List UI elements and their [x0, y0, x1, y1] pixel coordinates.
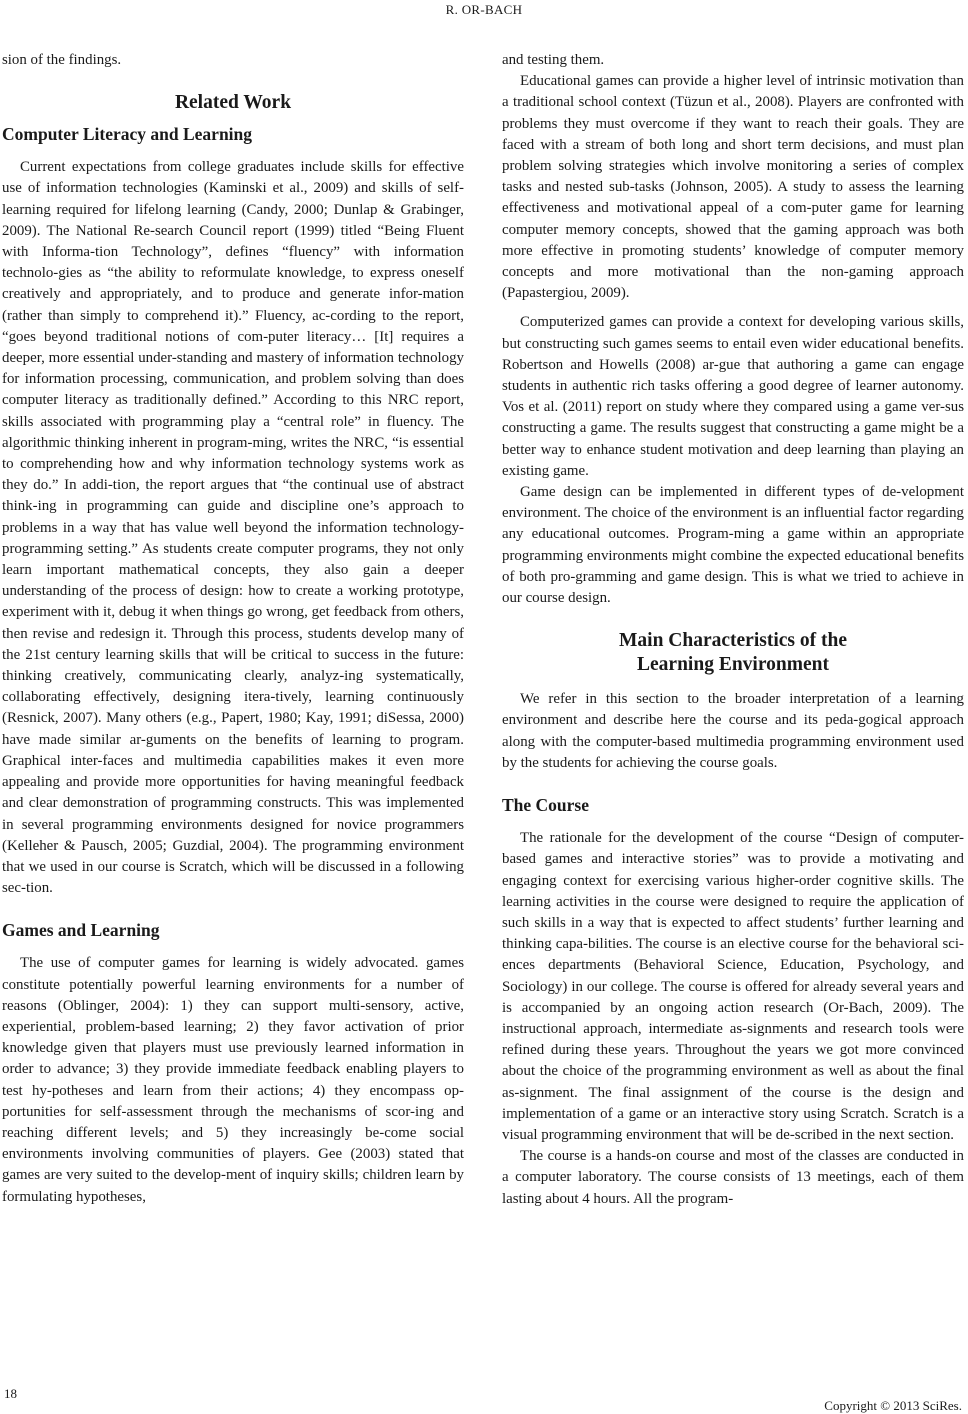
paragraph-course-rationale: The rationale for the development of the course “Design of computer-based games and interactive stories” was to provide a motivating and engaging context for exercising various higher-order cognitive skills. The learning activities in the course were designed to require the application of such skills in a way that is expected to affect students’ further learning and thinking capa-bilities. The course is an elective course for the behavioral sci-ences departments (Behavioral Science, Education, Psychology, and Sociology) in our college. The course is offered for already several years and is accompanied by an ongoing action research (Or-Bach, 2009). The instructional approach, intermediate as-signments and research tools were refined during these years. Throughout the years we got more convinced about the choice of the programming environment as well as about the final as-signment. The final assignment of the course is the design and implementation of a game or an interactive story using Scratch. Scratch is a visual programming environment that will be de-scribed in the next section. — [502, 830, 964, 1143]
paragraph-computer-literacy: Current expectations from college graduates include skills for effective use of information technologies (Kaminski et al., 2009) and skills of self-learning required for lifelong learning (Candy, 2000; Dunlap & Grabinger, 2009). The National Re-search Council report (1999) titled “Being Fluent with Informa-tion Technology”, defines “fluency” with information technolo-gies as “the ability to reformulate knowledge, to express oneself creatively and appropriately, and to produce and generate infor-mation (rather than simply to comprehend it).” Fluency, ac-cording to the report, “goes beyond traditional notions of com-puter literacy… [It] requires a deeper, more essential under-standing and mastery of information technology for information processing, communication, and problem solving than does computer literacy as traditionally defined.” According to this NRC report, skills associated with programming play a “central role” in fluency. The algorithmic thinking inherent in program-ming, writes the NRC, “is essential to comprehending how and why information technology systems work as they do.” In addi-tion, the report argues that “the continual use of abstract think-ing in programming can guide and discipline one’s approach to problems in a way that has value well beyond the information technology-programming setting.” As students create computer programs, they not only learn important mathematical concepts, they also gain a deeper understanding of the process of design: how to create a working prototype, experiment with it, debug it when things go wrong, get feedback from others, then revise and redesign it. Through this process, students develop many of the 21st century learning skills that will be critical to success in the future: thinking creatively, communicating clearly, analyz-ing systematically, collaborating effectively, designing itera-tively, learning continuously (Resnick, 2007). Many others (e.g., Papert, 1980; Kay, 1991; diSessa, 2000) have made similar ar-guments on the benefits of learning to program. Graphical inter-faces and multimedia capabilities makes it even more appealing and provide more opportunities for having meaningful feedback and clear demonstration of programming constructs. This was implemented in several programming environments designed for novice programmers (Kelleher & Pausch, 2005; Guzdial, 2004). The programming environment that we used in our course is Scratch, which will be discussed in a following sec-tion. — [2, 159, 464, 897]
subsection-title-computer-literacy: Computer Literacy and Learning — [2, 124, 253, 145]
section-title-line-1: Main Characteristics of the — [619, 630, 847, 652]
paragraph-games-and-learning: The use of computer games for learning is widely advocated. games constitute potentially powerful learning environments for a number of reasons (Oblinger, 2004): 1) they can support multi-sensory, active, experiential, problem-based learning; 2) they favor activation of prior knowledge given that players must use previously learned information in order to advance; 3) they provide immediate feedback enabling players to test hy-potheses and learn from their actions; 4) they encompass op-portunities for self-assessment through the mechanisms of scor-ing and reaching different levels; and 5) they increasingly be-come social environments involving communities of players. Gee (2003) stated that games are very suited to the develop-ment of inquiry skills; children learn by formulating hypotheses, — [2, 955, 464, 1205]
paragraph-computerized-games: Computerized games can provide a context for developing various skills, but constructing such games seems to entail even wider educational benefits. Robertson and Howells (2008) ar-gue that authoring a game can engage students in authentic rich tasks offering a good degree of learner autonomy. Vos et al. (2011) report on study where they compared using a game ver-sus constructing a game. The results suggest that constructing a game might be a better way to enhance student motivation and deep learning than playing an existing game. — [502, 314, 964, 479]
subsection-title-the-course: The Course — [502, 795, 590, 816]
paragraph-learning-environment: We refer in this section to the broader interpretation of a learning environment and describe here the course and its peda-gogical approach along with the computer-based multimedia programming environment used by the students for achieving the course goals. — [502, 691, 964, 771]
page-number: 18 — [4, 1386, 17, 1401]
section-title-related-work: Related Work — [174, 92, 292, 114]
copyright-notice: Copyright © 2013 SciRes. — [824, 1398, 962, 1413]
subsection-title-games-and-learning: Games and Learning — [2, 920, 160, 941]
right-column — [502, 50, 964, 1210]
left-column — [2, 50, 464, 1208]
paragraph-game-design: Game design can be implemented in different types of de-velopment environment. The choice of the environment is an influential factor regarding any educational outcomes. Program-ming a game within an appropriate programming environments might combine the expected educational benefits of both pro-gramming and game design. This is what we tried to achieve in our course design. — [502, 484, 964, 607]
paragraph-educational-games: Educational games can provide a higher level of intrinsic motivation than a traditional school context (Tüzun et al., 2008). Players are confronted with problems they must overcome if they want to reach their goals. They are faced with a stream of both long and short term decisions, and must plan problem solving strategies which involve monitoring a series of complex tasks and nested sub-tasks (Johnson, 2005). A study to assess the learning effectiveness and motivational appeal of a com-puter game for learning computer memory concepts, showed that the gaming approach was both more effective in promoting students’ knowledge of computer memory concepts and more motivational than the non-gaming approach (Papastergiou, 2009). — [502, 73, 964, 302]
section-title-main-characteristics — [502, 629, 964, 677]
running-head: R. OR-BACH — [445, 2, 523, 17]
paragraph-continuation: and testing them. — [502, 52, 605, 68]
section-title-line-2: Learning Environment — [637, 654, 829, 676]
paragraph-course-hands-on: The course is a hands-on course and most of the classes are conducted in a computer laboratory. The course consists of 13 meetings, each of them lasting about 4 hours. All the program- — [502, 1148, 964, 1207]
paragraph-continuation: sion of the findings. — [2, 52, 122, 68]
